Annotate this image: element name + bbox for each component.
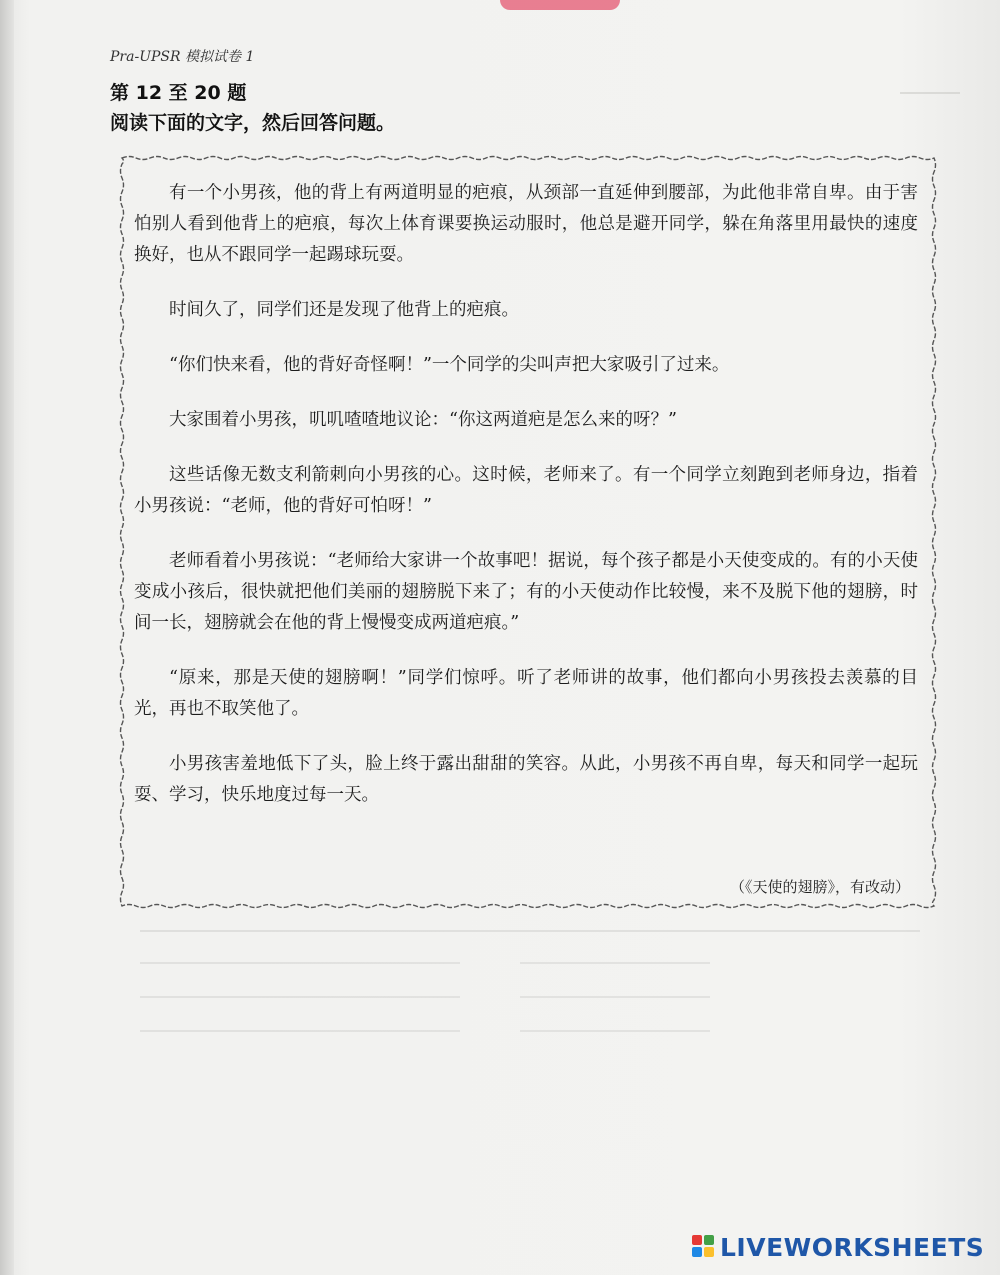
liveworksheets-logo-icon (692, 1235, 716, 1259)
bleed-through-line (520, 962, 710, 964)
passage-paragraph: 大家围着小男孩，叽叽喳喳地议论：“你这两道疤是怎么来的呀？” (169, 410, 677, 430)
passage-source: （《天使的翅膀》，有改动） (729, 878, 910, 896)
bleed-through-line (140, 996, 460, 998)
logo-square-red (692, 1235, 702, 1245)
section-title: 第 12 至 20 题 (110, 82, 247, 104)
passage-paragraph: 老师看着小男孩说：“老师给大家讲一个故事吧！据说，每个孩子都是小天使变成的。有的小天使变成小孩后，很快就把他们美丽的翅膀脱下来了；有的小天使动作比较慢，来不及脱下他的翅膀，时间一长，翅膀就会在他的背上慢慢变成两道疤痕。” (134, 551, 918, 633)
bleed-through-line (520, 996, 710, 998)
passage-paragraph: 时间久了，同学们还是发现了他背上的疤痕。 (169, 300, 519, 320)
bleed-through-line (140, 962, 460, 964)
passage-paragraph: 小男孩害羞地低下了头，脸上终于露出甜甜的笑容。从此，小男孩不再自卑，每天和同学一起玩耍、学习，快乐地度过每一天。 (134, 754, 918, 805)
logo-square-yellow (704, 1247, 714, 1257)
bleed-through-mark (900, 92, 960, 94)
instruction-text: 阅读下面的文字，然后回答问题。 (110, 112, 396, 134)
watermark-text: LIVEWORKSHEETS (720, 1232, 985, 1262)
bleed-through-line (140, 1030, 460, 1032)
reading-passage (134, 178, 918, 835)
exam-header: Pra-UPSR 模拟试卷 1 (110, 49, 255, 65)
passage-paragraph: “你们快来看，他的背好奇怪啊！”一个同学的尖叫声把大家吸引了过来。 (169, 355, 730, 375)
passage-paragraph: 有一个小男孩，他的背上有两道明显的疤痕，从颈部一直延伸到腰部，为此他非常自卑。由于害怕别人看到他背上的疤痕，每次上体育课要换运动服时，他总是避开同学，躲在角落里用最快的速度换好，也从不跟同学一起踢球玩耍。 (134, 183, 918, 265)
logo-square-green (704, 1235, 714, 1245)
liveworksheets-watermark (692, 1232, 984, 1262)
book-binding-edge (0, 0, 14, 1275)
bleed-through-line (140, 930, 920, 932)
passage-paragraph: 这些话像无数支利箭刺向小男孩的心。这时候，老师来了。有一个同学立刻跑到老师身边，指着小男孩说：“老师，他的背好可怕呀！” (134, 465, 918, 516)
pink-tab-mark (500, 0, 620, 10)
bleed-through-line (520, 1030, 710, 1032)
passage-paragraph: “原来，那是天使的翅膀啊！”同学们惊呼。听了老师讲的故事，他们都向小男孩投去羡慕的目光，再也不取笑他了。 (134, 668, 918, 719)
logo-square-blue (692, 1247, 702, 1257)
